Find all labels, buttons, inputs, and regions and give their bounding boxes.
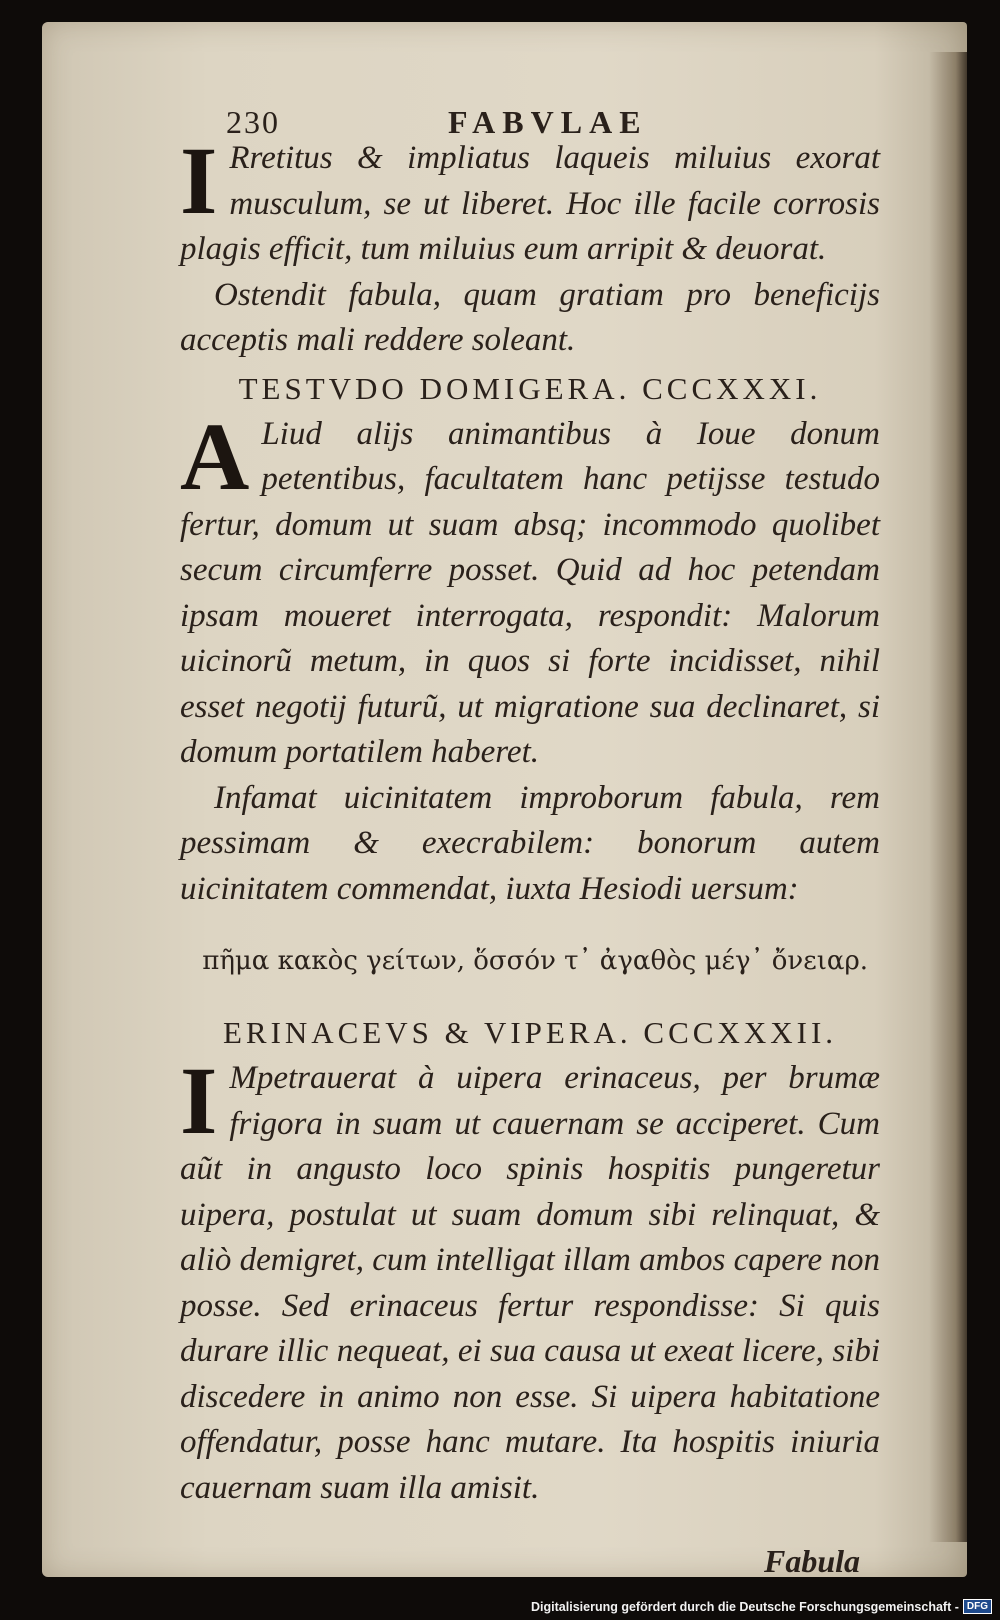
fable-332-body: Mpetrauerat à uipera erinaceus, per brumæ frigora in suam ut cauernam se acciperet. Cum aũt in angusto loco spinis hospitis pungeretur uipera, postulat ut suam domum sibi relinquat, & aliò demigret, cum intelligat illam ambos capere non posse. Sed erinaceus fertur respondisse: Si quis durare illic nequeat, ei sua causa ut exeat licere, sibi discedere in animo non esse. Si uipera habitatione offendatur, posse hanc mutare. Ita hospitis iniuria cauernam suam illa amisit.	[180, 1060, 880, 1506]
fable-end-moral: Ostendit fabula, quam gratiam pro beneficijs acceptis mali reddere soleant.	[180, 276, 880, 358]
page-text-block	[180, 80, 880, 1617]
drop-cap: I	[180, 1047, 218, 1154]
fable-331-text	[180, 402, 880, 776]
fable-331-moral: Infamat uicinitatem improborum fabula, rem pessimam & execrabilem: bonorum autem uicinitatem commendat, iuxta Hesiodi uersum:	[180, 779, 880, 907]
dfg-logo: DFG	[963, 1599, 992, 1614]
page-gutter-shadow	[929, 52, 967, 1542]
page-header	[180, 80, 880, 140]
catchword: Fabula	[763, 1543, 860, 1579]
greek-verse: πῆμα κακὸς γείτων, ὅσσόν τ᾽ ἀγαθὸς μέγ᾽ ὄνειαρ.	[202, 946, 868, 976]
page-number: 230	[226, 104, 280, 140]
fable-end-body: Rretitus & impliatus laqueis miluius exorat musculum, se ut liberet. Hoc ille facile corrosis plagis efficit, tum miluius eum arripit & deuorat.	[180, 140, 880, 267]
fable-331-heading: TESTVDO DOMIGERA. CCCXXXI.	[238, 370, 822, 406]
footer-text: Digitalisierung gefördert durch die Deutsche Forschungsgemeinschaft -	[531, 1599, 959, 1614]
fable-331-body: Liud alijs animantibus à Ioue donum petentibus, facultatem hanc petijsse testudo fertur, domum ut suam absq; incommodo quolibet secum circumferre posset. Quid ad hoc petendam ipsam moueret interrogata, respondit: Malorum uicinorũ metum, in quos si forte incidisset, nihil esset negotij futurũ, ut migratione sua declinaret, si domum portatilem haberet.	[180, 415, 880, 770]
footer-credit	[531, 1599, 992, 1614]
fable-332-heading: ERINACEVS & VIPERA. CCCXXXII.	[222, 1015, 838, 1050]
running-title: FABVLAE	[448, 104, 648, 140]
drop-cap: I	[180, 127, 218, 234]
drop-cap: A	[180, 402, 250, 510]
fable-end-text	[180, 127, 880, 273]
fable-332-text	[180, 1047, 880, 1511]
